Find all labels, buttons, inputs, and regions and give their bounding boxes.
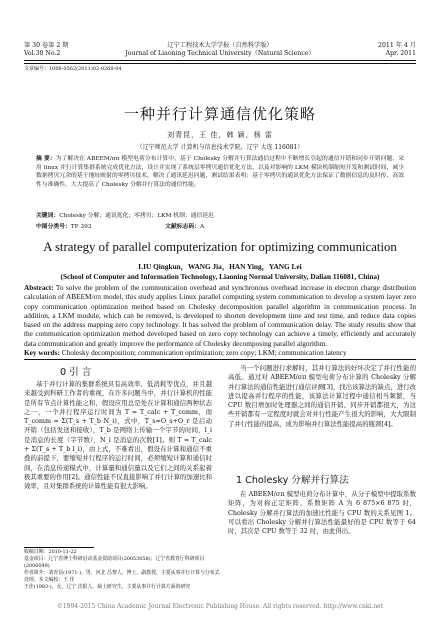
affiliation-en: (School of Computer and Information Technology, Liaoning Normal University, Dalian 116081, China) <box>60 272 380 281</box>
journal-name-cn: 辽宁工程技术大学学报（自然科学版） <box>167 42 273 49</box>
abstract-cn <box>36 155 404 189</box>
keywords-cn-label: 关键词： <box>36 213 60 219</box>
clc-label: 中图分类号： <box>36 224 71 230</box>
footnote-fund: 基金项目：辽宁省博士科研启动基金资助项目(20053058)；辽宁省教育厅科研项目(2006049) <box>24 556 205 569</box>
abstract-cn-text: 为了解决在 ABEEM/σπ 模型电荷分布计算中，基于 Cholesky 分解并行算法通信过程中不断增长引起的通信开销和同步开销问题，采用 linux 并行计算集群系统完成优化方法，设计并实现了系统层零拷贝通信优化方法，以及对影响的 LKM 模块机制缩短开发和测试时间，减少数据拷贝冗余的基于地址映射的零拷贝技术，解决了通讯延迟问题，测试结果表明：基于零拷贝的通讯优化方法保证了数据信息的及时传、高效性与准确性，大大提高了 Cholesky 分解并行算法的通信性能。 <box>36 156 404 188</box>
paper-title-cn: 一种并行计算通信优化策略 <box>123 105 316 123</box>
keywords-cn <box>36 212 404 221</box>
footnote-received: 收稿日期：2010-11-22 <box>24 549 77 555</box>
footnote-author: 作者简介：刘青昆(1971-)，男，河北 昌黎人，博士，副教授，主要从事并行计算与分布式处理。本文编校：王 佳 <box>24 570 220 583</box>
affiliation-cn: （辽宁师范大学 计算机与信息技术学院，辽宁 大连 116081） <box>136 144 304 151</box>
abstract-cn-label: 摘 要： <box>36 156 56 162</box>
abstract-en-text: To solve the problem of the communication overhead and synchronous overhead increase in electron charge distribution calculation of ABEEM/σπ model, this study applies Linux parallel computing system communication to develop a system layer zero copy communication optimization method based on Cholesky decomposition parallel algorithm in communication process. In addition, a LKM module, which can be removed, is developed to shorten development time and test time, and reduce data copies based on the address mapping zero copy technology. It has solved the problem of communication delay. The study results show that the communication optimization method developed based on zero copy technology can achieve a timely, efficiently and accurately data communication and greatly improve the performance of Cholesky decomposing parallel algorithm. <box>24 283 416 348</box>
issue-date-cn: 2011 年 4 月 <box>378 42 416 49</box>
abstract-divider <box>24 359 416 360</box>
intro-paragraph: 基于并行计算的集群系统具有高效率、低消耗等优点，并且越来越受到科研工作者的重视，在许多问题当中，并行计算机的性能是所有节点计算性能之和，假设应用总是处在计算和通信两种状态之一，一个并行程序运行时间为 T = T_calc + T_comm，而 T_comm = Σ(T_s + T_b N_i)，式中，T_s=O_s+O_r 是启动开销（包括发送和接收），T_b 是网络上传输一个字节的时间，l_i 是消息的长度（字节数），N_i 是消息的次数[1]。则 T = T_calc + Σ(T_s + T_b l_i)，由上式，不难看出，假设在计算和通信不重叠的前提下，要缩短并行程序的运行时间，必须缩短计算和通信时间，在消息传递模式中，计算量和通信量以及它们之间的关系起着极其重要的作用[2]。通信性能不仅直接影响了并行计算的加速比和效率，且对集群系统的计算性能有很大影响。 <box>24 380 212 491</box>
keywords-en <box>24 348 416 357</box>
article-number: 文章编号：1008-0562(2011)02-0268-04 <box>24 66 122 72</box>
journal-volume-en: Vol.30 No.2 <box>24 50 61 57</box>
header-rule-thin <box>24 63 416 64</box>
authors-cn: 刘青昆，王 佳，韩 颖，杨 雷 <box>167 131 273 139</box>
footnote-contact: 王佳(1983-)，女，辽宁 沈阳人，硕士研究生，主要从事并行计算方面的研究 <box>24 584 191 590</box>
authors-en: LIU Qingkun，WANG Jia，HAN Ying，YANG Lei <box>138 262 302 271</box>
right-paragraph-2: 在 ABEEM/σπ 模型电荷分布计算中，从分子模型中提取系数矩阵，为对称正定矩阵，系数矩阵 A 为 6 875×6 875 时，Cholesky 分解并行算法的加速比性能与 CPU 数的关系见图 1。可以看出 Cholesky 分解并行算法性能最好的是 CPU 数等于 64 时，其次是 CPU 数等于 32 时，由此得出。 <box>228 490 416 536</box>
paper-title-en: A strategy of parallel computerization for optimizing communication <box>43 240 397 254</box>
keywords-en-label: Key words: <box>24 348 60 357</box>
doc-code-label: 文献标志码： <box>165 224 200 230</box>
issue-date-en: Apr. 2011 <box>385 50 416 57</box>
journal-volume-cn: 第 30 卷第 2 期 <box>24 42 69 49</box>
abstract-en-label: Abstract: <box>24 283 54 292</box>
right-paragraph-1: 当一个问题进行求解时，其并行算法的好坏决定了并行性能的高低。通过对 ABEEM/σπ 模型电荷分布计算的 Cholesky 分解并行算法的通信性能进行通信评测[3]，找出该算法的缺点，进行改进以提高并行程序的性能，该算法计算过程中通信相当频繁，当 CPU 数目增加时处理器之间的通信开销、同步开销都很大，为这些开销都有一定程度时就会对并行性能产生很大的影响，大大限制了并行性能的提高，成为影响并行算法性能提高的瓶颈[4]。 <box>228 364 416 428</box>
copyright-strip: ©1994-2015 China Academic Journal Electronic Publishing House. All rights reserved. http://www.cnki.net <box>56 603 384 610</box>
keywords-cn-text: Cholesky 分解；通讯优化；零拷贝；LKM 机制；通信延迟 <box>59 213 214 219</box>
section-title-intro: 0 引 言 <box>60 367 92 378</box>
clc-value: TP 393 <box>70 224 92 230</box>
keywords-en-text: Cholesky decomposition; communication optimization; zero copy; LKM; communication latency <box>61 348 347 357</box>
doc-code-value: A <box>199 224 205 230</box>
abstract-en <box>24 283 416 348</box>
footnote <box>24 549 224 591</box>
section-title-cholesky: 1 Cholesky 分解并行算法 <box>236 475 349 486</box>
header-rule <box>24 60 416 61</box>
classification-line <box>36 223 404 232</box>
footnote-rule <box>24 547 94 548</box>
journal-name-en: Journal of Liaoning Technical University（Natural Science） <box>125 50 315 57</box>
